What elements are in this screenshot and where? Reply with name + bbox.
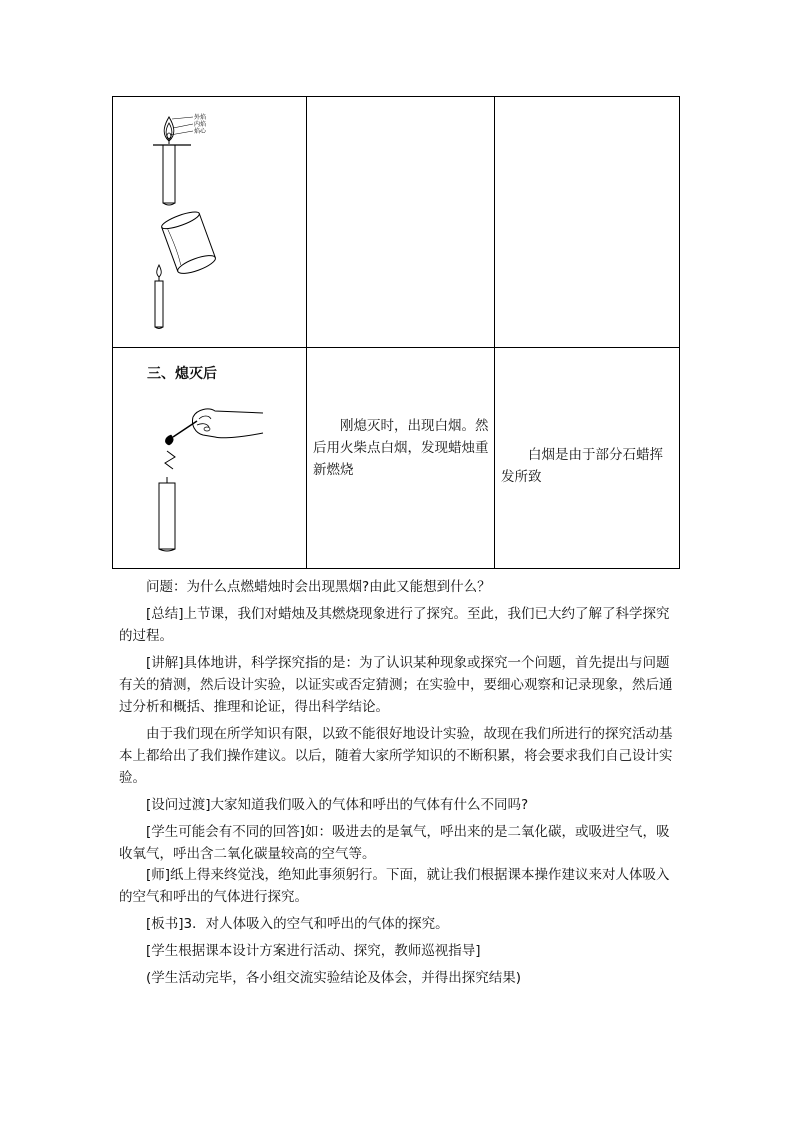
transition-question-paragraph: [设问过渡]大家知道我们吸入的气体和呼出的气体有什么不同吗? [146, 797, 529, 813]
candle-flame-diagram [143, 111, 233, 211]
table-column-divider [306, 97, 307, 568]
question-paragraph: 问题：为什么点燃蜡烛时会出现黑烟?由此又能想到什么？ [146, 579, 491, 595]
teacher-paragraph: [师]纸上得来终觉浅，绝知此事须躬行。下面，就让我们根据课本操作建议来对人体吸入的空气和呼出的气体进行探究。 [119, 867, 670, 905]
explanation-paragraph: 由于我们现在所学知识有限，以致不能很好地设计实验，故现在我们所进行的探究活动基本上都给出了我们操作建议。以后，随着大家所学知识的不断积累，将会要求我们自己设计实验。 [119, 726, 673, 786]
flame-label-inner: 内焰 [194, 121, 207, 128]
flame-label-outer: 外焰 [194, 114, 207, 121]
flame-label-core: 焰心 [194, 128, 207, 135]
explanation-text: 白烟是由于部分石蜡挥发所致 [501, 447, 663, 485]
summary-paragraph: [总结]上节课，我们对蜡烛及其燃烧现象进行了探究。至此，我们已大约了解了科学探究的过程。 [119, 606, 670, 644]
result-paragraph: (学生活动完毕，各小组交流实验结论及体会，并得出探究结果) [146, 970, 522, 986]
step-title-after-extinguish: 三、熄灭后 [147, 366, 217, 382]
student-answers-paragraph: [学生可能会有不同的回答]如：吸进去的是氧气，呼出来的是二氧化碳，或吸进空气，吸收氧气，呼出含二氧化碳量较高的空气等。 [119, 824, 670, 862]
table-column-divider [494, 97, 495, 568]
lecture-paragraph: [讲解]具体地讲，科学探究指的是：为了认识某种现象或探究一个问题，首先提出与问题有关的猜测，然后设计实验，以证实或否定猜测；在实验中，要细心观察和记录现象，然后通过分析和概括、推理和论证，得出科学结论。 [119, 655, 673, 715]
table-row-divider [113, 347, 679, 348]
experiment-table [112, 96, 680, 569]
relight-smoke-diagram [153, 403, 273, 553]
activity-paragraph: [学生根据课本设计方案进行活动、探究，教师巡视指导] [146, 943, 481, 959]
beaker-over-candle-diagram [153, 211, 233, 331]
observation-text: 刚熄灭时，出现白烟。然后用火柴点白烟，发现蜡烛重新燃烧 [313, 418, 489, 478]
board-note-paragraph: [板书]3．对人体吸入的空气和呼出的气体的探究。 [146, 916, 449, 932]
